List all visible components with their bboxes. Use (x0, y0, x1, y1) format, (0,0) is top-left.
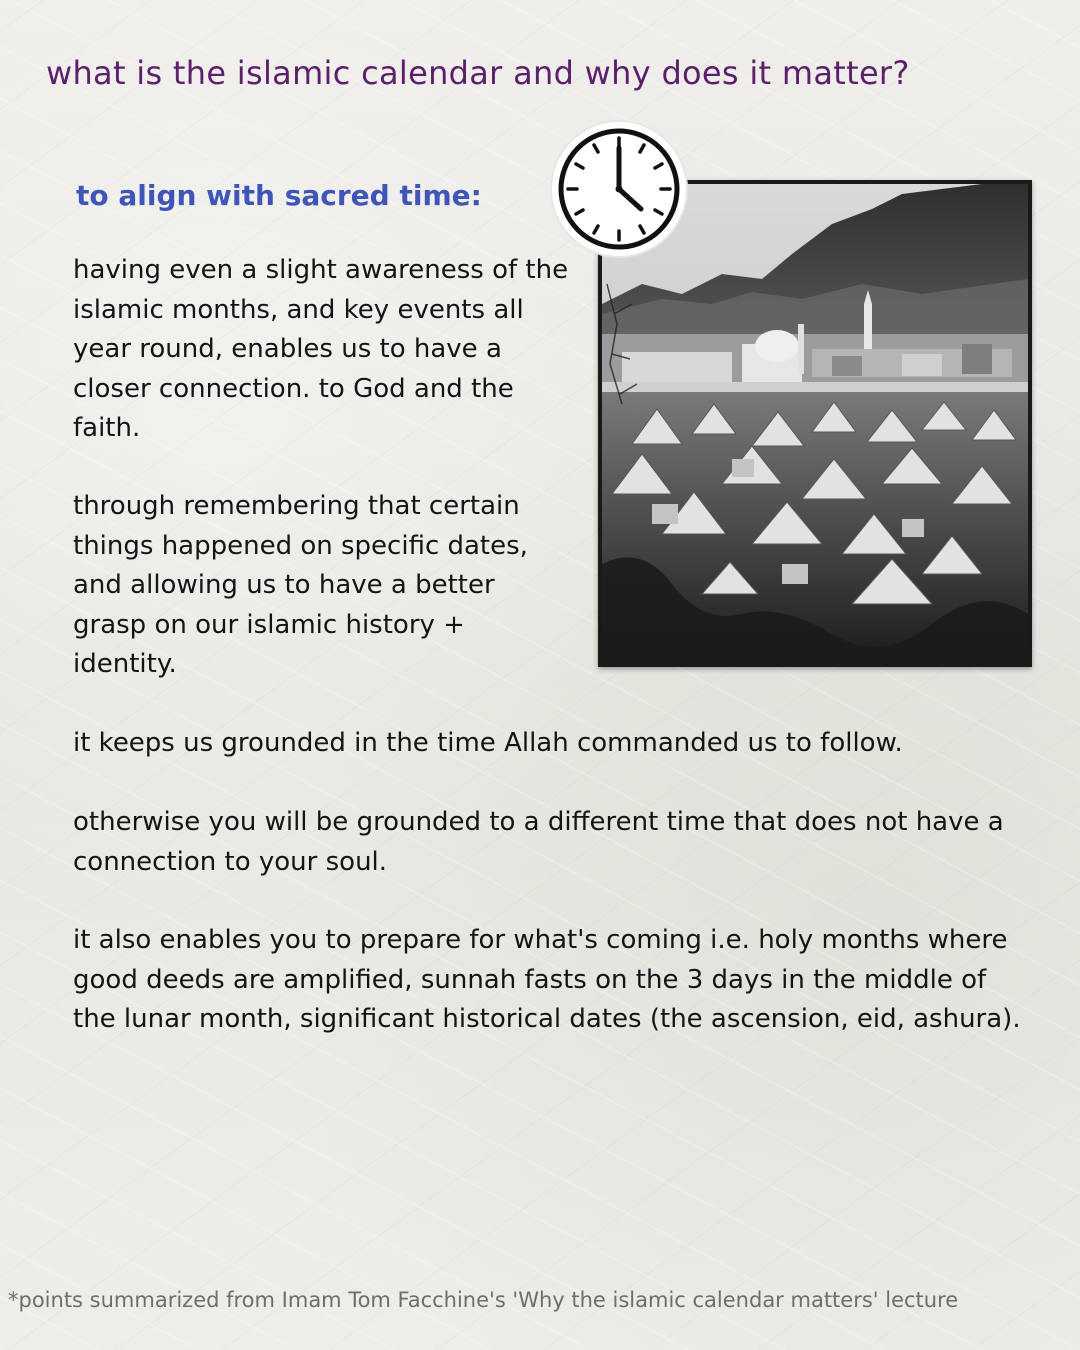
paragraph-prepare: it also enables you to prepare for what's coming i.e. holy months where good deeds are amplified, sunnah fasts on the 3 days in the middle of the lunar month, significant historical dates (the ascension, eid, ashura). (73, 925, 1021, 1034)
paragraph-grounded: it keeps us grounded in the time Allah commanded us to follow. (73, 728, 903, 758)
clock-icon (548, 118, 690, 260)
paragraph-awareness: having even a slight awareness of the islamic months, and key events all year round, enables us to have a closer connection. to God and the faith. (73, 255, 569, 443)
footnote-credit: *points summarized from Imam Tom Facchine's 'Why the islamic calendar matters' lecture (8, 1288, 959, 1312)
section-subheading: to align with sacred time: (76, 179, 482, 212)
page-title: what is the islamic calendar and why does it matter? (46, 54, 910, 92)
paragraph-otherwise: otherwise you will be grounded to a different time that does not have a connection to your soul. (73, 807, 1004, 877)
paragraph-remembering: through remembering that certain things happened on specific dates, and allowing us to have a better grasp on our islamic history + identity. (73, 491, 528, 679)
footnote-area (0, 1280, 1080, 1320)
